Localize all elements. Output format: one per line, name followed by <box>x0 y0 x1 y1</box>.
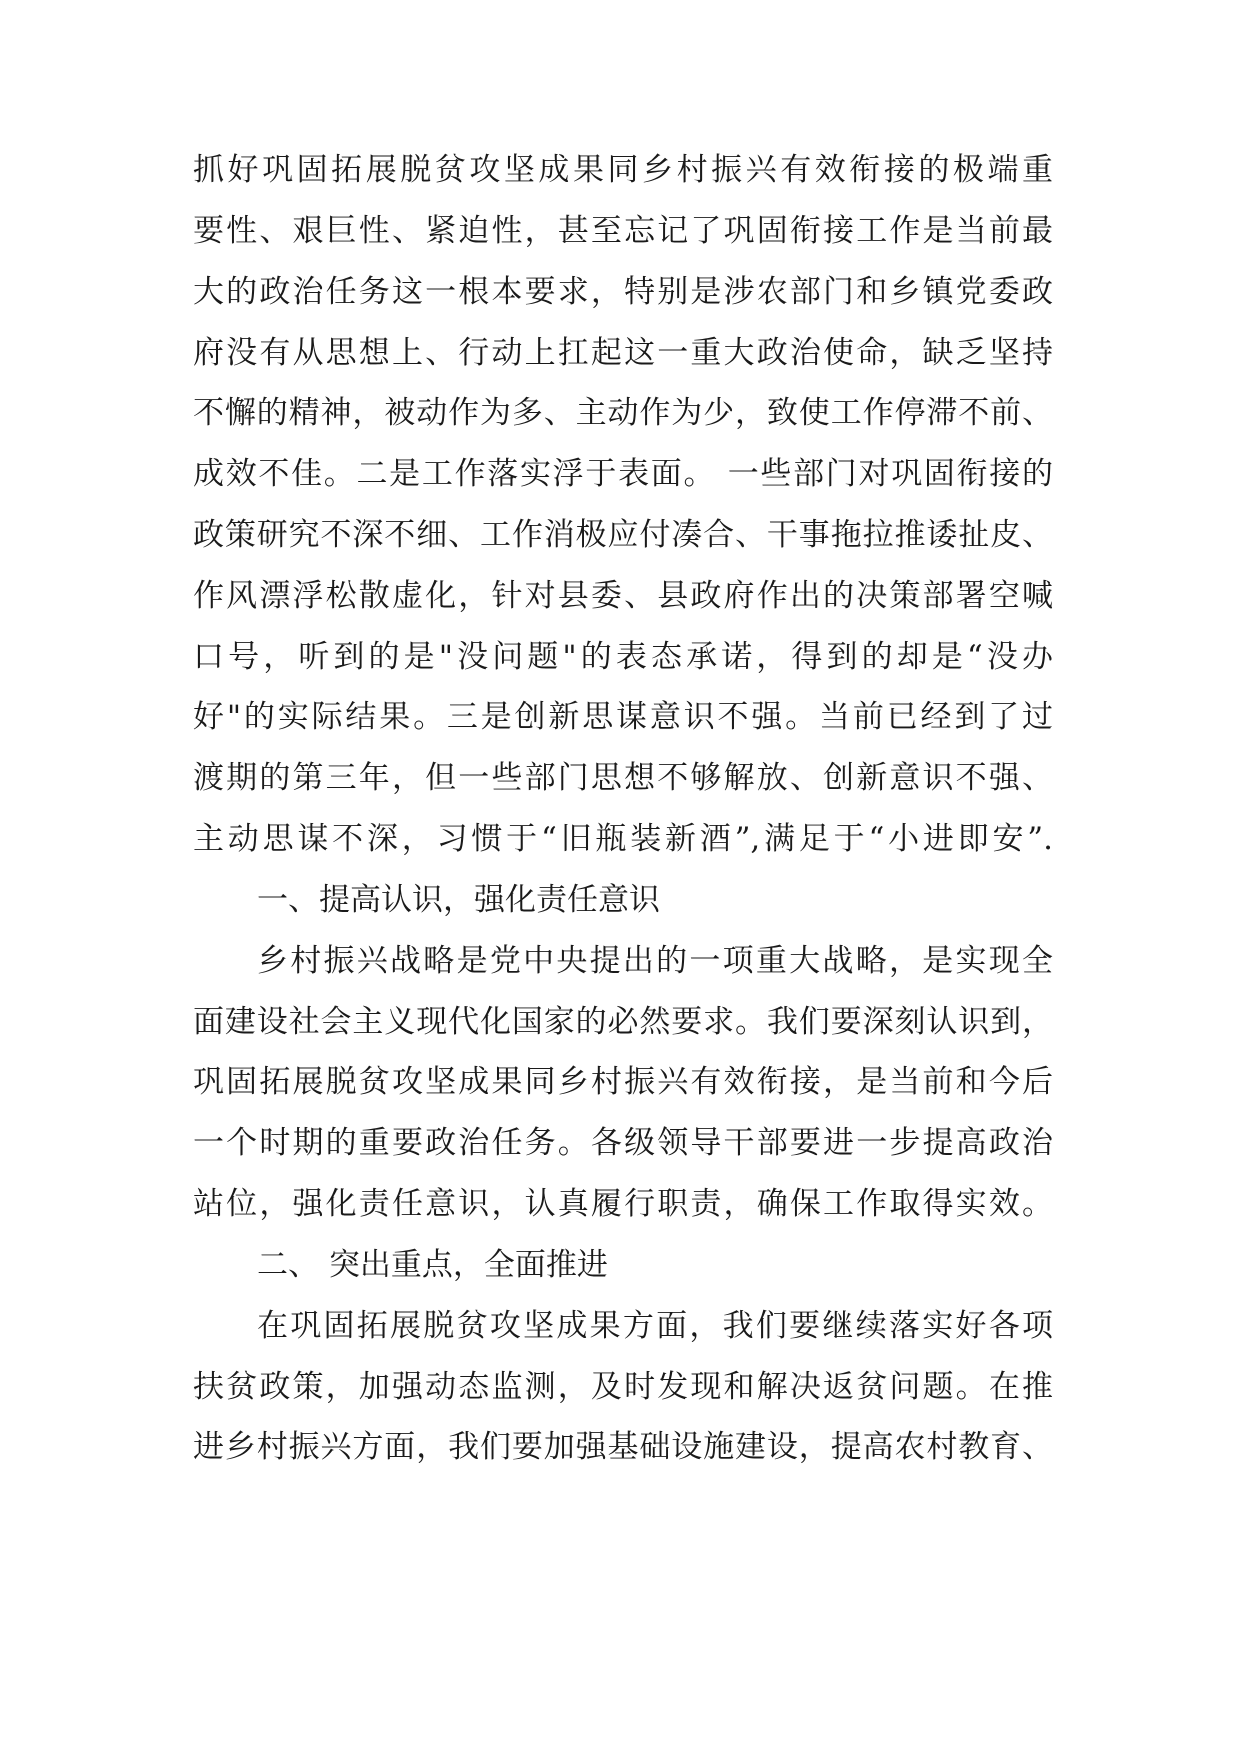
text-line: 大的政治任务这一根本要求，特别是涉农部门和乡镇党委政 <box>193 274 1053 310</box>
text-line: 作风漂浮松散虚化，针对县委、县政府作出的决策部署空喊 <box>193 578 1053 614</box>
section-heading-1: 一、提高认识，强化责任意识 <box>257 882 660 918</box>
text-line: 站位，强化责任意识，认真履行职责，确保工作取得实效。 <box>193 1186 1053 1222</box>
text-line: 成效不佳。二是工作落实浮于表面。 一些部门对巩固衔接的 <box>193 456 1053 492</box>
text-line: 府没有从思想上、行动上扛起这一重大政治使命，缺乏坚持 <box>193 335 1053 371</box>
text-line: 扶贫政策，加强动态监测，及时发现和解决返贫问题。在推 <box>193 1369 1053 1405</box>
section-heading-2: 二、 突出重点，全面推进 <box>257 1247 608 1283</box>
text-line: 要性、艰巨性、紧迫性，甚至忘记了巩固衔接工作是当前最 <box>193 213 1053 249</box>
text-line: 在巩固拓展脱贫攻坚成果方面，我们要继续落实好各项 <box>257 1308 1053 1344</box>
text-line: 主动思谋不深，习惯于“旧瓶装新酒”,满足于“小进即安”. <box>193 821 1053 857</box>
text-line: 口号，听到的是"没问题"的表态承诺，得到的却是“没办 <box>193 639 1053 675</box>
text-line: 渡期的第三年，但一些部门思想不够解放、创新意识不强、 <box>193 760 1053 796</box>
text-line: 巩固拓展脱贫攻坚成果同乡村振兴有效衔接，是当前和今后 <box>193 1064 1053 1100</box>
text-line: 面建设社会主义现代化国家的必然要求。我们要深刻认识到， <box>193 1004 1053 1040</box>
text-line: 一个时期的重要政治任务。各级领导干部要进一步提高政治 <box>193 1125 1053 1161</box>
text-line: 不懈的精神，被动作为多、主动作为少，致使工作停滞不前、 <box>193 395 1053 431</box>
text-line: 乡村振兴战略是党中央提出的一项重大战略，是实现全 <box>257 943 1053 979</box>
text-line: 好"的实际结果。三是创新思谋意识不强。当前已经到了过 <box>193 699 1053 735</box>
text-line: 进乡村振兴方面，我们要加强基础设施建设，提高农村教育、 <box>193 1429 1053 1465</box>
text-line: 抓好巩固拓展脱贫攻坚成果同乡村振兴有效衔接的极端重 <box>193 152 1053 188</box>
text-line: 政策研究不深不细、工作消极应付凑合、干事拖拉推诿扯皮、 <box>193 517 1053 553</box>
